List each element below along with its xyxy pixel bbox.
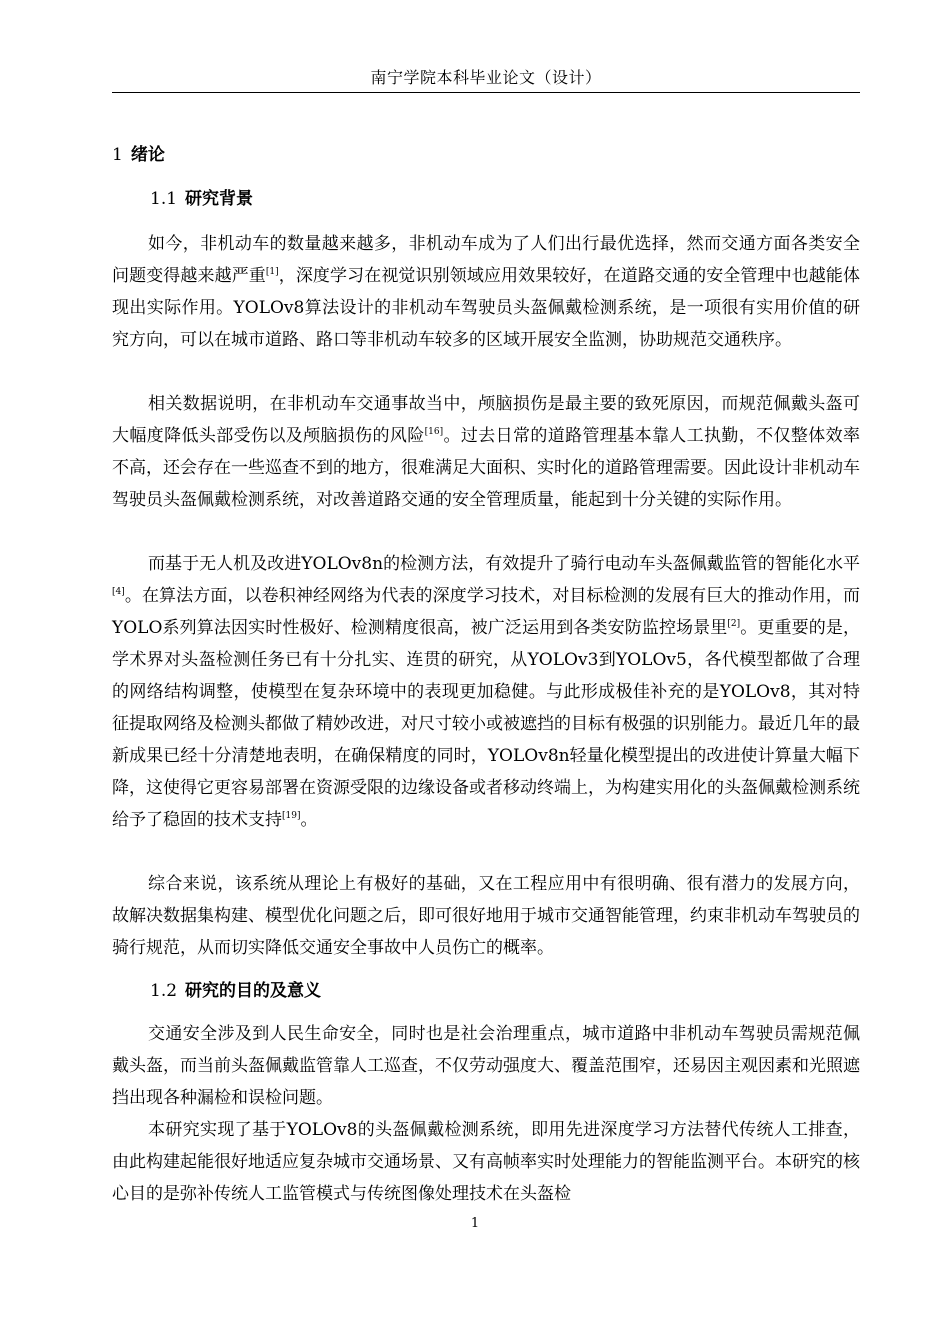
section-title: 研究的目的及意义 (185, 981, 322, 1001)
section-heading-1-2 (150, 978, 321, 1004)
section-heading-1-1 (150, 186, 253, 212)
paragraph-6: 本研究实现了基于YOLOv8的头盔佩戴检测系统，即用先进深度学习方法替代传统人工排查，由此构建起能很好地适应复杂城市交通场景、又有高帧率实时处理能力的智能监测平台。本研究的核心目的是弥补传统人工监管模式与传统图像处理技术在头盔检 (112, 1120, 860, 1204)
chapter-heading (112, 142, 165, 168)
section-title: 研究背景 (185, 189, 254, 209)
paragraph-5: 交通安全涉及到人民生命安全，同时也是社会治理重点，城市道路中非机动车驾驶员需规范佩戴头盔，而当前头盔佩戴监管靠人工巡查，不仅劳动强度大、覆盖范围窄，还易因主观因素和光照遮挡出现各种漏检和误检问题。 (112, 1024, 860, 1108)
running-header: 南宁学院本科毕业论文（设计） (370, 68, 602, 87)
citation: [2] (727, 619, 741, 629)
citation: [19] (282, 811, 301, 821)
header-rule (112, 92, 860, 93)
chapter-number: 1 (112, 145, 123, 165)
chapter-title: 绪论 (130, 145, 165, 165)
paragraph-2: 相关数据说明，在非机动车交通事故当中，颅脑损伤是最主要的致死原因，而规范佩戴头盔可大幅度降低头部受伤以及颅脑损伤的风险[16]。过去日常的道路管理基本靠人工执勤，不仅整体效率不高，还会存在一些巡查不到的地方，很难满足大面积、实时化的道路管理需要。因此设计非机动车驾驶员头盔佩戴检测系统，对改善道路交通的安全管理质量，能起到十分关键的实际作用。 (112, 394, 861, 510)
section-number: 1.1 (150, 189, 178, 209)
paragraph-4: 综合来说，该系统从理论上有极好的基础，又在工程应用中有很明确、很有潜力的发展方向，故解决数据集构建、模型优化问题之后，即可很好地用于城市交通智能管理，约束非机动车驾驶员的骑行规范，从而切实降低交通安全事故中人员伤亡的概率。 (112, 874, 860, 958)
citation: [4] (112, 587, 125, 597)
page-number: 1 (470, 1216, 480, 1231)
section-number: 1.2 (150, 981, 178, 1001)
paragraph-3: 而基于无人机及改进YOLOv8n的检测方法，有效提升了骑行电动车头盔佩戴监管的智能化水平[4]。在算法方面，以卷积神经网络为代表的深度学习技术，对目标检测的发展有巨大的推动作用，而YOLO系列算法因实时性极好、检测精度很高，被广泛运用到各类安防监控场景里[2]。更重要的是，学术界对头盔检测任务已有十分扎实、连贯的研究，从YOLOv3到YOLOv5，各代模型都做了合理的网络结构调整，使模型在复杂环境中的表现更加稳健。与此形成极佳补充的是YOLOv8，其对特征提取网络及检测头都做了精妙改进，对尺寸较小或被遮挡的目标有极强的识别能力。最近几年的最新成果已经十分清楚地表明，在确保精度的同时，YOLOv8n轻量化模型提出的改进使计算量大幅下降，这使得它更容易部署在资源受限的边缘设备或者移动终端上，为构建实用化的头盔佩戴检测系统给予了稳固的技术支持[19]。 (112, 554, 861, 830)
paragraph-1: 如今，非机动车的数量越来越多，非机动车成为了人们出行最优选择，然而交通方面各类安全问题变得越来越严重[1]，深度学习在视觉识别领域应用效果较好，在道路交通的安全管理中也越能体现出实际作用。YOLOv8算法设计的非机动车驾驶员头盔佩戴检测系统，是一项很有实用价值的研究方向，可以在城市道路、路口等非机动车较多的区域开展安全监测，协助规范交通秩序。 (112, 234, 860, 350)
citation: [16] (424, 427, 444, 437)
citation: [1] (265, 267, 279, 277)
